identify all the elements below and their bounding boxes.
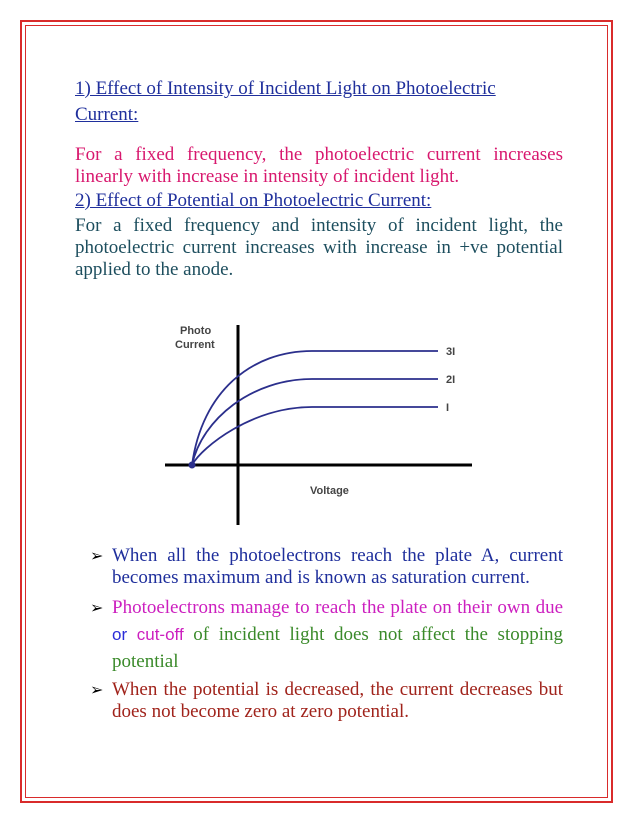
bullet-text-2d: of incident light does not affect the stopping potential: [112, 624, 564, 672]
chart-curves: [189, 351, 439, 469]
curve-I: [192, 407, 438, 465]
bullet-text-1: When all the photoelectrons reach the plate A, current becomes maximum and is known as saturation current.: [112, 545, 563, 588]
arrow-bullet-icon: ➢: [90, 546, 104, 565]
y-axis-label-line2: Current: [175, 339, 215, 351]
photocurrent-voltage-chart: [150, 315, 490, 530]
bullet-item-2: [90, 594, 563, 675]
bullet-text-2a: Photoelectrons manage to reach the plate on their own due: [112, 597, 563, 618]
arrow-bullet-icon: ➢: [90, 598, 104, 617]
section2-body: For a fixed frequency and intensity of incident light, the photoelectric current increases with increase in +ve potential applied to the anode.: [75, 215, 563, 280]
stopping-potential-point: [189, 462, 196, 469]
x-axis-label: Voltage: [310, 485, 349, 497]
series-label-3I: 3I: [446, 346, 456, 358]
section1-heading: [75, 76, 545, 128]
section1-heading-line1: 1) Effect of Intensity of Incident Light on Photoelectric: [75, 78, 496, 99]
bullet-list: [90, 545, 563, 723]
bullet-item-3: [90, 679, 563, 723]
bullet-text-2c: cut-off: [136, 625, 184, 644]
bullet-item-1: [90, 545, 563, 589]
section1-body: For a fixed frequency, the photoelectric current increases linearly with increase in intensity of incident light.: [75, 144, 563, 187]
section1-heading-line2: Current:: [75, 104, 139, 125]
series-label-2I: 2I: [446, 374, 456, 386]
arrow-bullet-icon: ➢: [90, 680, 104, 699]
bullet-text-3: When the potential is decreased, the current decreases but does not become zero at zero potential.: [112, 679, 563, 722]
series-label-I: I: [446, 402, 450, 414]
bullet-text-2b: or: [112, 625, 128, 644]
curve-2I: [192, 379, 438, 465]
section2-heading: 2) Effect of Potential on Photoelectric Current:: [75, 190, 432, 211]
y-axis-label-line1: Photo: [180, 325, 212, 337]
